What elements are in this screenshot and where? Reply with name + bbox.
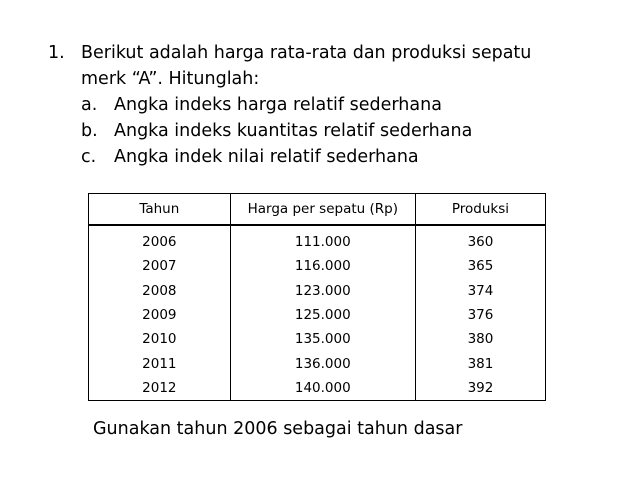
cell-production: 360 [415,225,545,254]
table-row [89,254,546,278]
sub-item-letter: b. [81,121,98,141]
cell-year: 2011 [89,351,231,375]
sub-item-letter: c. [81,147,97,167]
sub-item-text: Angka indeks kuantitas relatif sederhana [114,121,473,141]
cell-year: 2008 [89,279,231,303]
cell-production: 380 [415,327,545,351]
table-row [89,351,546,375]
cell-price: 140.000 [230,376,415,401]
sub-item-text: Angka indek nilai relatif sederhana [114,147,419,167]
sub-item-a [48,92,608,118]
cell-production: 381 [415,351,545,375]
table-row [89,327,546,351]
question-line-2: merk “A”. Hitunglah: [81,69,260,89]
cell-price: 136.000 [230,351,415,375]
cell-production: 365 [415,254,545,278]
table-row [89,225,546,254]
cell-year: 2012 [89,376,231,401]
sub-item-letter: a. [81,95,98,115]
sub-item-b [48,118,608,144]
cell-price: 111.000 [230,225,415,254]
header-tahun: Tahun [89,194,231,226]
cell-production: 392 [415,376,545,401]
header-harga: Harga per sepatu (Rp) [230,194,415,226]
cell-production: 374 [415,279,545,303]
table-row [89,303,546,327]
cell-price: 116.000 [230,254,415,278]
cell-year: 2010 [89,327,231,351]
cell-production: 376 [415,303,545,327]
cell-price: 135.000 [230,327,415,351]
data-table [88,193,546,401]
header-produksi: Produksi [415,194,545,226]
cell-year: 2006 [89,225,231,254]
question-line-1 [48,40,608,66]
base-year-note: Gunakan tahun 2006 sebagai tahun dasar [93,419,463,439]
cell-year: 2009 [89,303,231,327]
question-number: 1. [48,43,65,63]
question-text-line-1: Berikut adalah harga rata-rata dan produksi sepatu [81,43,532,63]
cell-price: 125.000 [230,303,415,327]
table-header-row [89,194,546,226]
cell-year: 2007 [89,254,231,278]
sub-item-text: Angka indeks harga relatif sederhana [114,95,442,115]
table-row [89,279,546,303]
table-row [89,376,546,401]
cell-price: 123.000 [230,279,415,303]
question-block [48,40,608,170]
sub-item-c [48,144,608,170]
